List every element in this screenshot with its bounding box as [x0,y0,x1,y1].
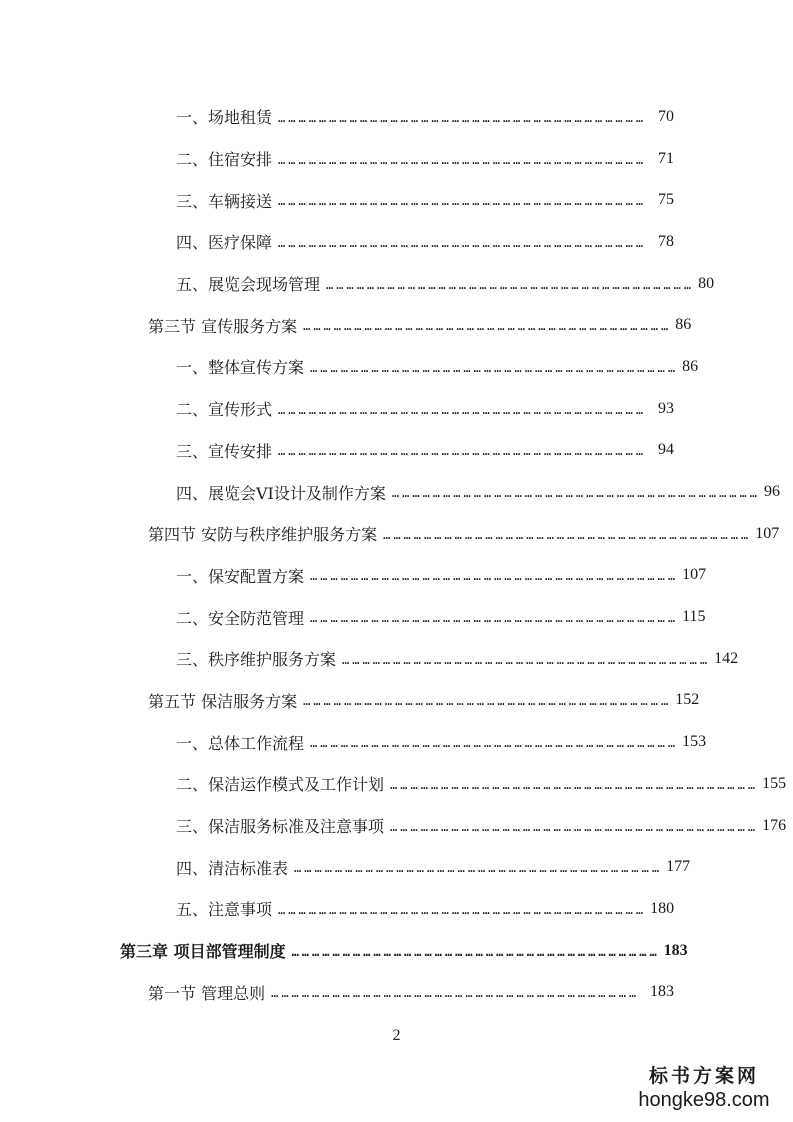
toc-entry-label: 三、保洁服务标准及注意事项 [176,814,386,837]
dot-leader: ……………………………………………………………………………………………… [278,235,647,250]
toc-entry-page: 86 [675,316,692,334]
dot-leader: ……………………………………………………………………………………………… [310,611,679,626]
toc-entry[interactable] [0,805,793,847]
toc-entry-page: 142 [714,649,739,667]
page-number: 2 [392,1027,401,1044]
toc-entry-label: 二、安全防范管理 [176,606,306,629]
dot-leader: ……………………………………………………………………………………………… [310,736,679,751]
dot-leader: ……………………………………………………………………………………………… [278,110,647,125]
toc-entry-page: 177 [666,858,691,876]
toc-entry[interactable] [0,513,793,555]
toc-entry[interactable] [0,721,793,763]
dot-leader: ……………………………………………………………………………………………… [294,861,663,876]
toc-entry-page: 183 [663,941,688,959]
toc-entry-page: 183 [650,983,674,1001]
toc-entry-page: 153 [682,733,707,751]
dot-leader: ……………………………………………………………………………………………… [383,527,752,542]
toc-entry-label: 四、清洁标准表 [176,856,290,879]
table-of-contents [0,96,793,1013]
toc-entry-label: 三、宣传安排 [176,439,274,462]
toc-entry[interactable] [0,680,793,722]
toc-entry-label: 第五节 保洁服务方案 [148,689,299,712]
toc-entry[interactable] [0,471,793,513]
dot-leader: ……………………………………………………………………………………………… [303,319,672,334]
toc-entry-label: 二、保洁运作模式及工作计划 [176,772,386,795]
toc-entry-page: 93 [658,399,674,417]
toc-entry-page: 176 [762,816,787,834]
toc-entry[interactable] [0,596,793,638]
dot-leader: ……………………………………………………………………………………………… [278,194,647,209]
dot-leader: ……………………………………………………………………………………………… [342,652,711,667]
toc-entry[interactable] [0,888,793,930]
dot-leader: ……………………………………………………………………………………………… [310,360,679,375]
toc-entry[interactable] [0,638,793,680]
dot-leader: ……………………………………………………………………………………………… [391,486,760,501]
watermark-title: 标书方案网 [648,1065,759,1087]
toc-entry-page: 152 [675,691,700,709]
toc-entry[interactable] [0,346,793,388]
toc-entry[interactable] [0,555,793,597]
toc-entry-label: 二、宣传形式 [176,397,274,420]
toc-entry[interactable] [0,96,793,138]
toc-entry-page: 75 [658,191,674,209]
dot-leader: ……………………………………………………………………………………………… [390,777,759,792]
dot-leader: ……………………………………………………………………………………………… [271,986,640,1001]
dot-leader: ……………………………………………………………………………………………… [278,152,647,167]
toc-entry-label: 第四节 安防与秩序维护服务方案 [148,522,379,545]
toc-entry-label: 一、整体宣传方案 [176,355,306,378]
toc-entry[interactable] [0,179,793,221]
toc-entry-label: 四、医疗保障 [176,230,274,253]
dot-leader: ……………………………………………………………………………………………… [310,569,679,584]
toc-entry-page: 86 [682,357,699,375]
toc-entry-page: 107 [755,524,780,542]
toc-entry-label: 五、注意事项 [176,897,274,920]
dot-leader: ……………………………………………………………………………………………… [278,402,647,417]
watermark-domain: hongke98.com [638,1089,770,1111]
toc-entry-page: 94 [658,441,674,459]
dot-leader: ……………………………………………………………………………………………… [390,819,759,834]
toc-entry-label: 第一节 管理总则 [148,981,267,1004]
toc-entry[interactable] [0,304,793,346]
toc-entry-page: 71 [658,149,674,167]
toc-entry-page: 155 [762,774,787,792]
toc-entry-page: 96 [763,483,780,501]
toc-entry-page: 115 [682,608,706,626]
toc-entry-label: 第三节 宣传服务方案 [148,314,299,337]
toc-entry-page: 180 [650,899,675,917]
toc-entry-label: 三、秩序维护服务方案 [176,647,338,670]
toc-entry-label: 三、车辆接送 [176,189,274,212]
dot-leader: ……………………………………………………………………………………………… [278,902,647,917]
toc-entry[interactable] [0,430,793,472]
toc-entry-label: 四、展览会VI设计及制作方案 [176,481,388,504]
dot-leader: ……………………………………………………………………………………………… [291,944,660,959]
watermark-logo [629,1061,779,1112]
toc-entry[interactable] [0,138,793,180]
toc-entry-label: 一、保安配置方案 [176,564,306,587]
dot-leader: ……………………………………………………………………………………………… [278,444,647,459]
toc-entry-page: 70 [658,107,674,125]
toc-entry-label: 一、总体工作流程 [176,731,306,754]
toc-entry[interactable] [0,388,793,430]
toc-entry[interactable] [0,263,793,305]
dot-leader: ……………………………………………………………………………………………… [303,694,672,709]
toc-entry-label: 五、展览会现场管理 [176,272,322,295]
toc-entry[interactable] [0,763,793,805]
toc-entry[interactable] [0,221,793,263]
toc-entry-page: 80 [698,274,715,292]
toc-entry[interactable] [0,971,793,1013]
toc-entry-page: 107 [682,566,707,584]
toc-entry[interactable] [0,930,793,972]
toc-entry-page: 78 [658,232,674,250]
toc-entry-label: 二、住宿安排 [176,147,274,170]
toc-entry-label: 第三章 项目部管理制度 [120,939,288,962]
toc-entry[interactable] [0,846,793,888]
toc-entry-label: 一、场地租赁 [176,105,274,128]
dot-leader: ……………………………………………………………………………………………… [326,277,695,292]
